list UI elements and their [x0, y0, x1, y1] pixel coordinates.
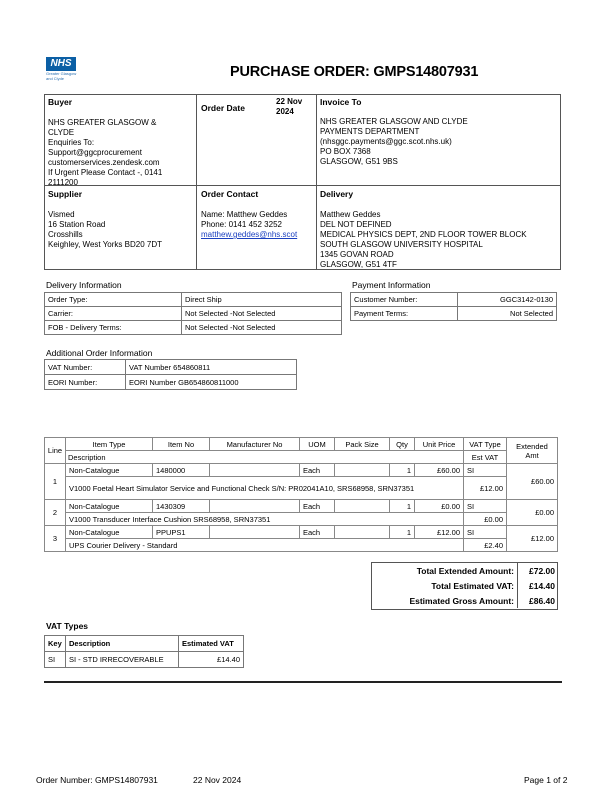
footer-order-number: Order Number: GMPS14807931 [36, 775, 158, 785]
col-manufacturer-no: Manufacturer No [210, 438, 300, 451]
total-label: Total Estimated VAT: [431, 580, 514, 591]
vat-types-header-row [45, 636, 244, 652]
total-row [372, 593, 558, 608]
divider [44, 681, 562, 683]
buyer-heading: Buyer [48, 97, 73, 107]
vat-key: SI [45, 652, 66, 668]
invoice-to-address [320, 117, 468, 167]
delivery-address [320, 210, 527, 270]
delivery-info-row [45, 307, 342, 321]
delivery-line: DEL NOT DEFINED [320, 220, 392, 229]
delivery-info-label: FOB - Delivery Terms: [45, 321, 182, 335]
totals-table [372, 563, 558, 608]
vat-key-header: Key [45, 636, 66, 652]
line-item-description-row [45, 513, 558, 526]
invoice-line: PO BOX 7368 [320, 147, 371, 156]
additional-info-table [44, 359, 297, 390]
col-vat-type: VAT Type [464, 438, 507, 451]
unit-price: £12.00 [415, 526, 464, 539]
col-line: Line [45, 438, 66, 464]
line-item-row [45, 526, 558, 539]
vat-estimated-header: Estimated VAT [179, 636, 244, 652]
col-extended: Extended Amt [507, 438, 558, 464]
col-qty: Qty [390, 438, 415, 451]
supplier-address [48, 210, 162, 250]
total-label: Total Extended Amount: [416, 565, 514, 576]
extended-amount: £12.00 [507, 526, 558, 552]
manufacturer-no [210, 464, 300, 477]
additional-info-value: EORI Number GB654860811000 [126, 375, 297, 390]
delivery-info-label: Carrier: [45, 307, 182, 321]
delivery-info-value: Direct Ship [182, 293, 342, 307]
col-item-type: Item Type [66, 438, 153, 451]
total-value: £14.40 [518, 578, 559, 593]
unit-price: £0.00 [415, 500, 464, 513]
order-date-heading: Order Date [201, 103, 245, 113]
invoice-line: GLASGOW, G51 9BS [320, 157, 398, 166]
additional-info-label: EORI Number: [45, 375, 126, 390]
buyer-line: NHS GREATER GLASGOW & [48, 118, 157, 127]
nhs-logo-sub2: and Clyde [46, 76, 65, 81]
invoice-line: NHS GREATER GLASGOW AND CLYDE [320, 117, 468, 126]
delivery-line: SOUTH GLASGOW UNIVERSITY HOSPITAL [320, 240, 483, 249]
nhs-logo-sub1: Greater Glasgow [46, 71, 77, 76]
vat-type-row [45, 652, 244, 668]
footer-page: Page 1 of 2 [524, 775, 568, 785]
col-description: Description [66, 451, 464, 464]
invoice-line: (nhsggc.payments@ggc.scot.nhs.uk) [320, 137, 452, 146]
manufacturer-no [210, 500, 300, 513]
est-vat: £12.00 [464, 477, 507, 500]
delivery-info-table [44, 292, 342, 335]
nhs-logo-mark: NHS [46, 57, 76, 71]
pack-size [335, 464, 390, 477]
delivery-info-row [45, 321, 342, 335]
vat-types-heading: VAT Types [46, 621, 89, 631]
vat-estimated: £14.40 [179, 652, 244, 668]
contact-name: Name: Matthew Geddes [201, 210, 288, 219]
delivery-line: Matthew Geddes [320, 210, 381, 219]
payment-info-table [350, 292, 557, 321]
item-no: PPUPS1 [153, 526, 210, 539]
line-item-row [45, 464, 558, 477]
buyer-line: customerservices.zendesk.com [48, 158, 160, 167]
col-item-no: Item No [153, 438, 210, 451]
page-title: PURCHASE ORDER: GMPS14807931 [230, 64, 479, 80]
vat-type: SI [464, 500, 507, 513]
extended-amount: £60.00 [507, 464, 558, 500]
delivery-line: GLASGOW, G51 4TF [320, 260, 397, 269]
delivery-heading: Delivery [320, 189, 354, 199]
payment-info-heading: Payment Information [352, 280, 431, 290]
contact-email-link[interactable]: matthew.geddes@nhs.scot [201, 230, 298, 239]
line-number: 3 [45, 526, 66, 552]
supplier-line: Keighley, West Yorks BD20 7DT [48, 240, 162, 249]
item-no: 1430309 [153, 500, 210, 513]
col-pack-size: Pack Size [335, 438, 390, 451]
payment-info-value: GGC3142-0130 [458, 293, 557, 307]
vat-types-table [44, 635, 244, 668]
footer-date: 22 Nov 2024 [193, 775, 242, 785]
additional-info-value: VAT Number 654860811 [126, 360, 297, 375]
order-date-year: 2024 [276, 107, 294, 116]
buyer-line: If Urgent Please Contact -, 0141 [48, 168, 163, 177]
vat-type: SI [464, 526, 507, 539]
uom: Each [300, 500, 335, 513]
nhs-logo [46, 57, 82, 83]
pack-size [335, 526, 390, 539]
order-contact-details [201, 210, 297, 240]
item-no: 1480000 [153, 464, 210, 477]
supplier-line: 16 Station Road [48, 220, 106, 229]
unit-price: £60.00 [415, 464, 464, 477]
item-description: UPS Courier Delivery - Standard [66, 539, 464, 552]
buyer-address [48, 118, 196, 188]
contact-phone: Phone: 0141 452 3252 [201, 220, 282, 229]
total-label: Estimated Gross Amount: [409, 595, 514, 606]
line-item-description-row [45, 477, 558, 500]
buyer-line: Support@ggcprocurement [48, 148, 142, 157]
payment-info-label: Customer Number: [351, 293, 458, 307]
buyer-line: Enquiries To: [48, 138, 95, 147]
payment-info-row [351, 307, 557, 321]
line-items-table [44, 437, 558, 552]
supplier-heading: Supplier [48, 189, 83, 199]
total-value: £72.00 [518, 563, 559, 578]
additional-info-row [45, 375, 297, 390]
line-number: 1 [45, 464, 66, 500]
col-uom: UOM [300, 438, 335, 451]
delivery-info-row [45, 293, 342, 307]
col-unit-price: Unit Price [415, 438, 464, 451]
uom: Each [300, 464, 335, 477]
items-subheader-row [45, 451, 558, 464]
buyer-line: CLYDE [48, 128, 75, 137]
pack-size [335, 500, 390, 513]
est-vat: £0.00 [464, 513, 507, 526]
line-item-description-row [45, 539, 558, 552]
vat-description: SI - STD IRRECOVERABLE [66, 652, 179, 668]
vat-type: SI [464, 464, 507, 477]
line-item-row [45, 500, 558, 513]
vat-description-header: Description [66, 636, 179, 652]
payment-info-row [351, 293, 557, 307]
total-row [372, 563, 558, 578]
col-est-vat: Est VAT [464, 451, 507, 464]
uom: Each [300, 526, 335, 539]
supplier-line: Crosshills [48, 230, 83, 239]
buyer-line: 2111200 [48, 178, 78, 187]
delivery-info-heading: Delivery Information [46, 280, 122, 290]
total-value: £86.40 [518, 593, 559, 608]
item-description: V1000 Transducer Interface Cushion SRS68958, SRN37351 [66, 513, 464, 526]
order-date-day-month: 22 Nov [276, 97, 303, 106]
delivery-line: MEDICAL PHYSICS DEPT, 2ND FLOOR TOWER BLOCK [320, 230, 527, 239]
items-header-row [45, 438, 558, 451]
item-description: V1000 Foetal Heart Simulator Service and Functional Check S/N: PR02041A10, SRS68958, SRN37351 [66, 477, 464, 500]
order-contact-heading: Order Contact [201, 189, 259, 199]
delivery-line: 1345 GOVAN ROAD [320, 250, 394, 259]
invoice-line: PAYMENTS DEPARTMENT [320, 127, 420, 136]
payment-info-label: Payment Terms: [351, 307, 458, 321]
delivery-info-label: Order Type: [45, 293, 182, 307]
supplier-line: Vismed [48, 210, 75, 219]
order-date-value [276, 97, 302, 117]
invoice-to-heading: Invoice To [320, 97, 362, 107]
line-number: 2 [45, 500, 66, 526]
item-type: Non-Catalogue [66, 500, 153, 513]
additional-info-heading: Additional Order Information [46, 348, 153, 358]
delivery-info-value: Not Selected -Not Selected [182, 321, 342, 335]
item-type: Non-Catalogue [66, 464, 153, 477]
qty: 1 [390, 500, 415, 513]
additional-info-label: VAT Number: [45, 360, 126, 375]
est-vat: £2.40 [464, 539, 507, 552]
qty: 1 [390, 526, 415, 539]
delivery-info-value: Not Selected -Not Selected [182, 307, 342, 321]
manufacturer-no [210, 526, 300, 539]
qty: 1 [390, 464, 415, 477]
additional-info-row [45, 360, 297, 375]
total-row [372, 578, 558, 593]
item-type: Non-Catalogue [66, 526, 153, 539]
payment-info-value: Not Selected [458, 307, 557, 321]
extended-amount: £0.00 [507, 500, 558, 526]
